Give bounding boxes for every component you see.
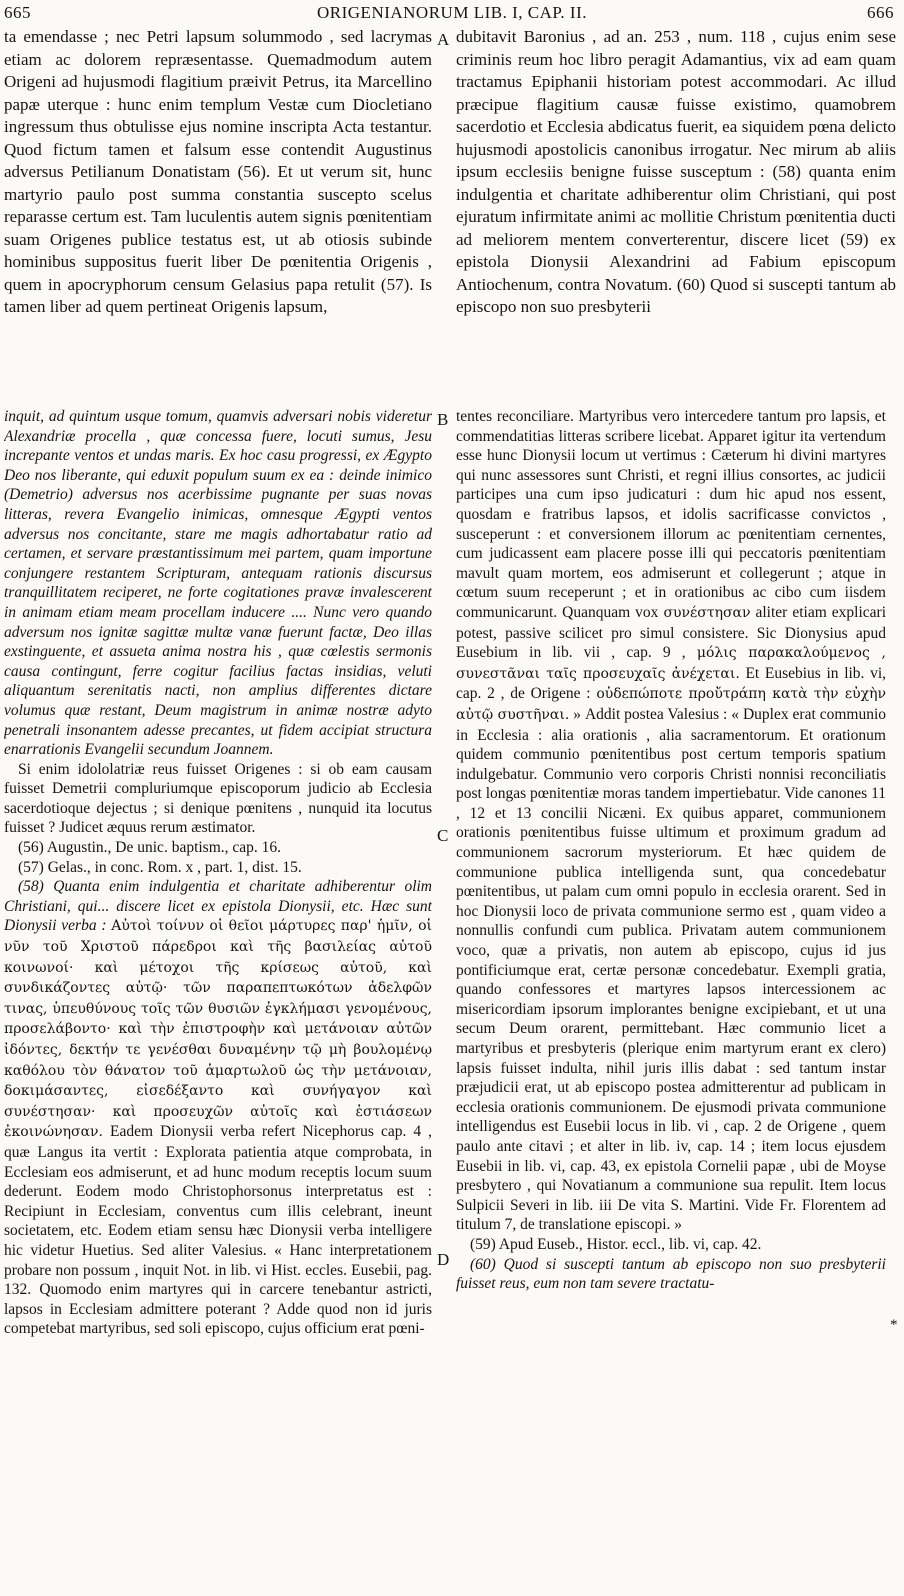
footnote-58-continuation: Eadem Dionysii verba refert Nicephorus cap. 4 , quæ Langus ita vertit : Explorata patientia atque comprobata, in Ecclesiam eos admiserunt, et ad hunc modum receptis locum suum dederunt. Eodem modo Christophorsonus interpretatus est : Recipiunt in Ecclesiam, conventus cum illis celebrant, ineunt societatem, etc. Eodem etiam sensu hæc Dionysii verba intelligere hic videtur Huetius. Sed aliter Valesius. « Hanc interpretationem probare non possum , inquit Not. in lib. vi Hist. eccles. Eusebii, pag. 132. Quomodo enim martyres qui in carcere tenebantur astricti, lapsos in Ecclesiam admittere poterant ? Adde quod non id juris competebat martyribus, sed soli episcopo, cujus officium erat pœni- xyxy=(4,1123,432,1338)
notes-left-column xyxy=(4,407,432,1587)
footnote-57: (57) Gelas., in conc. Rom. x , part. 1, dist. 15. xyxy=(18,858,302,876)
greek-eusebius-quote-2: οὐδεπώποτε προὔτράπη κατὰ τὴν εὐχὴν αὐτῷ συστῆναι. xyxy=(456,686,886,723)
dionysius-greek-quotation: Αὐτοὶ τοίνυν οἱ θεῖοι μάρτυρες παρ' ἡμῖν, οἱ νῦν τοῦ Χριστοῦ πάρεδροι καὶ τῆς βασιλείας αὐτοῦ κοινωνοί· καὶ μέτοχοι τῆς κρίσεως αὐτοῦ, καὶ συνδικάζοντες αὐτῷ· τῶν παραπεπτωκότων ἀδελφῶν τινας, ὑπευθύνους τοῖς τῶν θυσιῶν ἐγκλήμασι γενομένους, προσελάβοντο· καὶ τὴν ἐπιστροφὴν καὶ μετάνοιαν αὐτῶν ἰδόντες, δεκτήν τε γενέσθαι δυναμένην τῷ μὴ βουλομένῳ καθόλου τὸν θάνατον τοῦ ἁμαρτωλοῦ ὡς τὴν μετάνοιαν, δοκιμάσαντες, εἰσεδέξαντο καὶ συνήγαγον καὶ συνέστησαν· καὶ προσευχῶν αὐτοῖς καὶ ἑστιάσεων ἐκοινώνησαν. xyxy=(4,918,432,1141)
greek-eusebius-quote-1: μόλις παρακαλούμενος , συνεστᾶναι ταῖς προσευχαῖς ἀνέχεται. xyxy=(456,645,886,682)
footnote-56: (56) Augustin., De unic. baptism., cap. 16. xyxy=(18,839,282,857)
section-marker-b: B xyxy=(437,410,449,429)
section-marker-c: C xyxy=(437,826,449,845)
margin-asterisk: * xyxy=(890,1317,898,1333)
commentary-paragraph: Si enim idololatriæ reus fuisset Origenes : si ob eam causam fuisset Demetrii compluriumque episcoporum judicio ab Ecclesia sacerdotioque dejectus ; si denique pœnitens , nunquid ita locutus fuisset ? Judicet æquus rerum æstimator. xyxy=(4,760,432,837)
main-text-left-column xyxy=(4,26,432,384)
running-title: ORIGENIANORUM LIB. I, CAP. II. xyxy=(317,3,587,22)
section-marker-a: A xyxy=(437,30,450,49)
valesius-commentary: tentes reconciliare. Martyribus vero intercedere tantum pro lapsis, et commendatitias litteras scribere licebat. Apparet igitur ita vertendum esse hunc Dionysii locum ut vertimus : Cæterum hi divini martyres qui nunc assessores sunt Christi, et regni illius consortes, ac judicii participes una cum ipso judicaturi : dum hic apud nos essent, quosdam e fratribus lapsos, et idolis sacrificasse convictos , susceperunt : et conversionem illorum ac pœnitentiam cernentes, cum judicassent eam placere posse illi qui peccatoris pœnitentiam mavult quam mortem, eos admiserunt et collegerunt ; atque in cœtum suum receperunt ; et in orationibus ac cibo cum iisdem communicarunt. Quanquam vox συνέστησαν aliter etiam explicari potest, passive scilicet pro simul consistere. Sic Dionysius apud Eusebium in lib. vii , cap. 9 , μόλις παρακαλούμενος , συνεστᾶναι ταῖς προσευχαῖς ἀνέχεται. Et Eusebius in lib. vi, cap. 2 , de Origene : οὐδεπώποτε προὔτράπη κατὰ τὴν εὐχὴν αὐτῷ συστῆναι. » Addit postea Valesius : « Duplex erat communio in Ecclesia : alia orationis , alia sacramentorum. Et orationum quidem communio pœnitentibus post certum temporis spatium indulgebatur. Communio vero corporis Christi nonnisi reconciliatis post longas pœnitentiæ moras tandem impertiebatur. Vide canones 11 , 12 et 13 concilii Nicæni. Ex quibus apparet, communionem orationis pœnitentibus fuisse ultimum et proximum gradum ad communionem sacrorum mysteriorum. Et hæc quidem de communione publica intelligenda sunt, qua concedebatur pœnitentibus, ut palam cum omni populo in ecclesia orarent. Sed in hoc Dionysii loco de privata communione sermo est , quam video a nonnullis confundi cum publica. Privatam autem communionem voco, quæ a privatis, non autem ab episcopo, cujus id jus pontificiumque erat, certæ personæ concedebatur. Exempli gratia, quando confessores et martyres lapsos intercessionem ac misericordiam ipsorum implorantes benigne excipiebant, et ut una secum Deum orarent, permittebant. Hæc communio licet a martyribus et presbyteris (plerique enim martyrum erant ex clero) lapsis fuisset indulta, nihil juris illis dabat : sed tantum instar præjudicii erat, ut ab episcopo postea admitterentur ad publicam in ecclesia orationis communionem. De ejusmodi privata communione intelligendus est Eusebii locus in lib. vi , cap. 2 de Origene , quem paulo ante citavi ; et alter in lib. iv, cap. 14 ; item locus ejusdem Eusebii in lib. vi, cap. 43, ex epistola Cornelii papæ , ubi de Moyse presbytero , qui Novatianum a communione sua repulit. Item locus Sulpicii Severi in lib. iii De vita S. Martini. Vide Fr. Florentem ad titulum 7, de translatione episcopi. » xyxy=(456,408,886,1234)
page-number-right: 666 xyxy=(867,3,894,22)
main-text-left-paragraph: ta emendasse ; nec Petri lapsum solummodo , sed lacrymas etiam ac dolorem repræsentasse. Quemadmodum autem Origeni ad hujusmodi flagitium præivit Petrus, ita Marcellino papæ uterque : hunc enim templum Vestæ cum Diocletiano ingressum thus obtulisse ejus nomine inscripta Acta testantur. Quod fictum tamen et falsum esse contendit Augustinus adversus Petilianum Donatistam (56). Et ut verum sit, hunc martyrio paulo post summa constantia suscepto scelus reparasse certum est. Tam luculentis autem signis pœnitentiam suam Origenes publice testatus est, ut ab otiosis subinde hominibus suppositus fuerit liber De pœnitentia Origenis , quem in apocryphorum censum Gelasius papa retulit (57). Is tamen liber ad quem pertineat Origenis lapsum, xyxy=(4,27,432,316)
main-text-right-column xyxy=(456,26,896,384)
page-number-left: 665 xyxy=(4,3,31,22)
section-marker-d: D xyxy=(437,1250,450,1269)
notes-right-column xyxy=(456,407,886,1587)
footnote-58 xyxy=(4,877,432,1339)
footnote-58-intro: (58) Quanta enim indulgentia et charitate adhiberentur olim Christiani, qui... discere licet ex epistola Dionysii, etc. Hæc sunt Dionysii verba : xyxy=(4,878,432,935)
main-text-right-paragraph: dubitavit Baronius , ad an. 253 , num. 118 , cujus enim sese criminis reum hoc libro peragit Adamantius, vix ad eam quam tractamus Epiphanii historiam potest accommodari. Ac illud præcipue flagitium causæ fuisse existimo, quamobrem sacerdotio et Ecclesia abdicatus fuerit, ea siquidem pœna delicto hujusmodi apostolicis canonibus irrogatur. Nec mirum ab aliis ipsum ecclesiis benigne fuisse susceptum : (58) quanta enim indulgentia et charitate adhiberentur olim Christiani, qui post ejuratum infirmitate animi ac mollitie Christum pœnitentia ducti ad meliorem mentem converterentur, discere licet (59) ex epistola Dionysii Alexandrini ad Fabium episcopum Antiochenum, contra Novatum. (60) Quod si suscepti tantum ab episcopo non suo presbyterii xyxy=(456,27,896,316)
running-header xyxy=(0,0,904,26)
greek-term: συνέστησαν xyxy=(663,604,751,621)
footnote-60: (60) Quod si suscepti tantum ab episcopo non suo presbyterii fuisset reus, eum non tam severe tractatu- xyxy=(456,1255,886,1293)
origen-quotation: inquit, ad quintum usque tomum, quamvis adversari nobis videretur Alexandriæ procella , quæ concessa fuere, locuti sumus, Jesu increpante ventos et undas maris. Ex hoc casu progressi, ex Ægypto Deo nos liberante, qui eduxit populum suum ex ea : deinde inimico (Demetrio) adversus nos acerbissime pugnante per suas novas litteras, revera Evangelio inimicas, omnesque Ægypti ventos adversus nos concitante, stare me magis adhortabatur ratio ad certamen, et servare præstantissimum mei partem, quam importune conjungere restantem Scripturam, antequam rationis discursus tranquillitatem reciperet, ne forte cogitationes pravæ invalescerent in animam etiam meam procellam inducere .... Nunc vero quando adversum nos ignitæ sagittæ multæ vanæ fuerunt factæ, Deo illas exstinguente, et assueta anima nostra his , quæ cœlestis sermonis causa contingunt, ferre cogitur facilius factas insidias, veluti aliquantum serenitatis nacti, non amplius differentes dictare volumus quæ restant, Deum magistrum in animæ nostræ adyto penetrali insonantem adesse precantes, ut fidem accipiat structura enarrationis Evangelii secundum Joannem. xyxy=(4,408,432,759)
footnote-59: (59) Apud Euseb., Histor. eccl., lib. vi, cap. 42. xyxy=(470,1235,762,1253)
